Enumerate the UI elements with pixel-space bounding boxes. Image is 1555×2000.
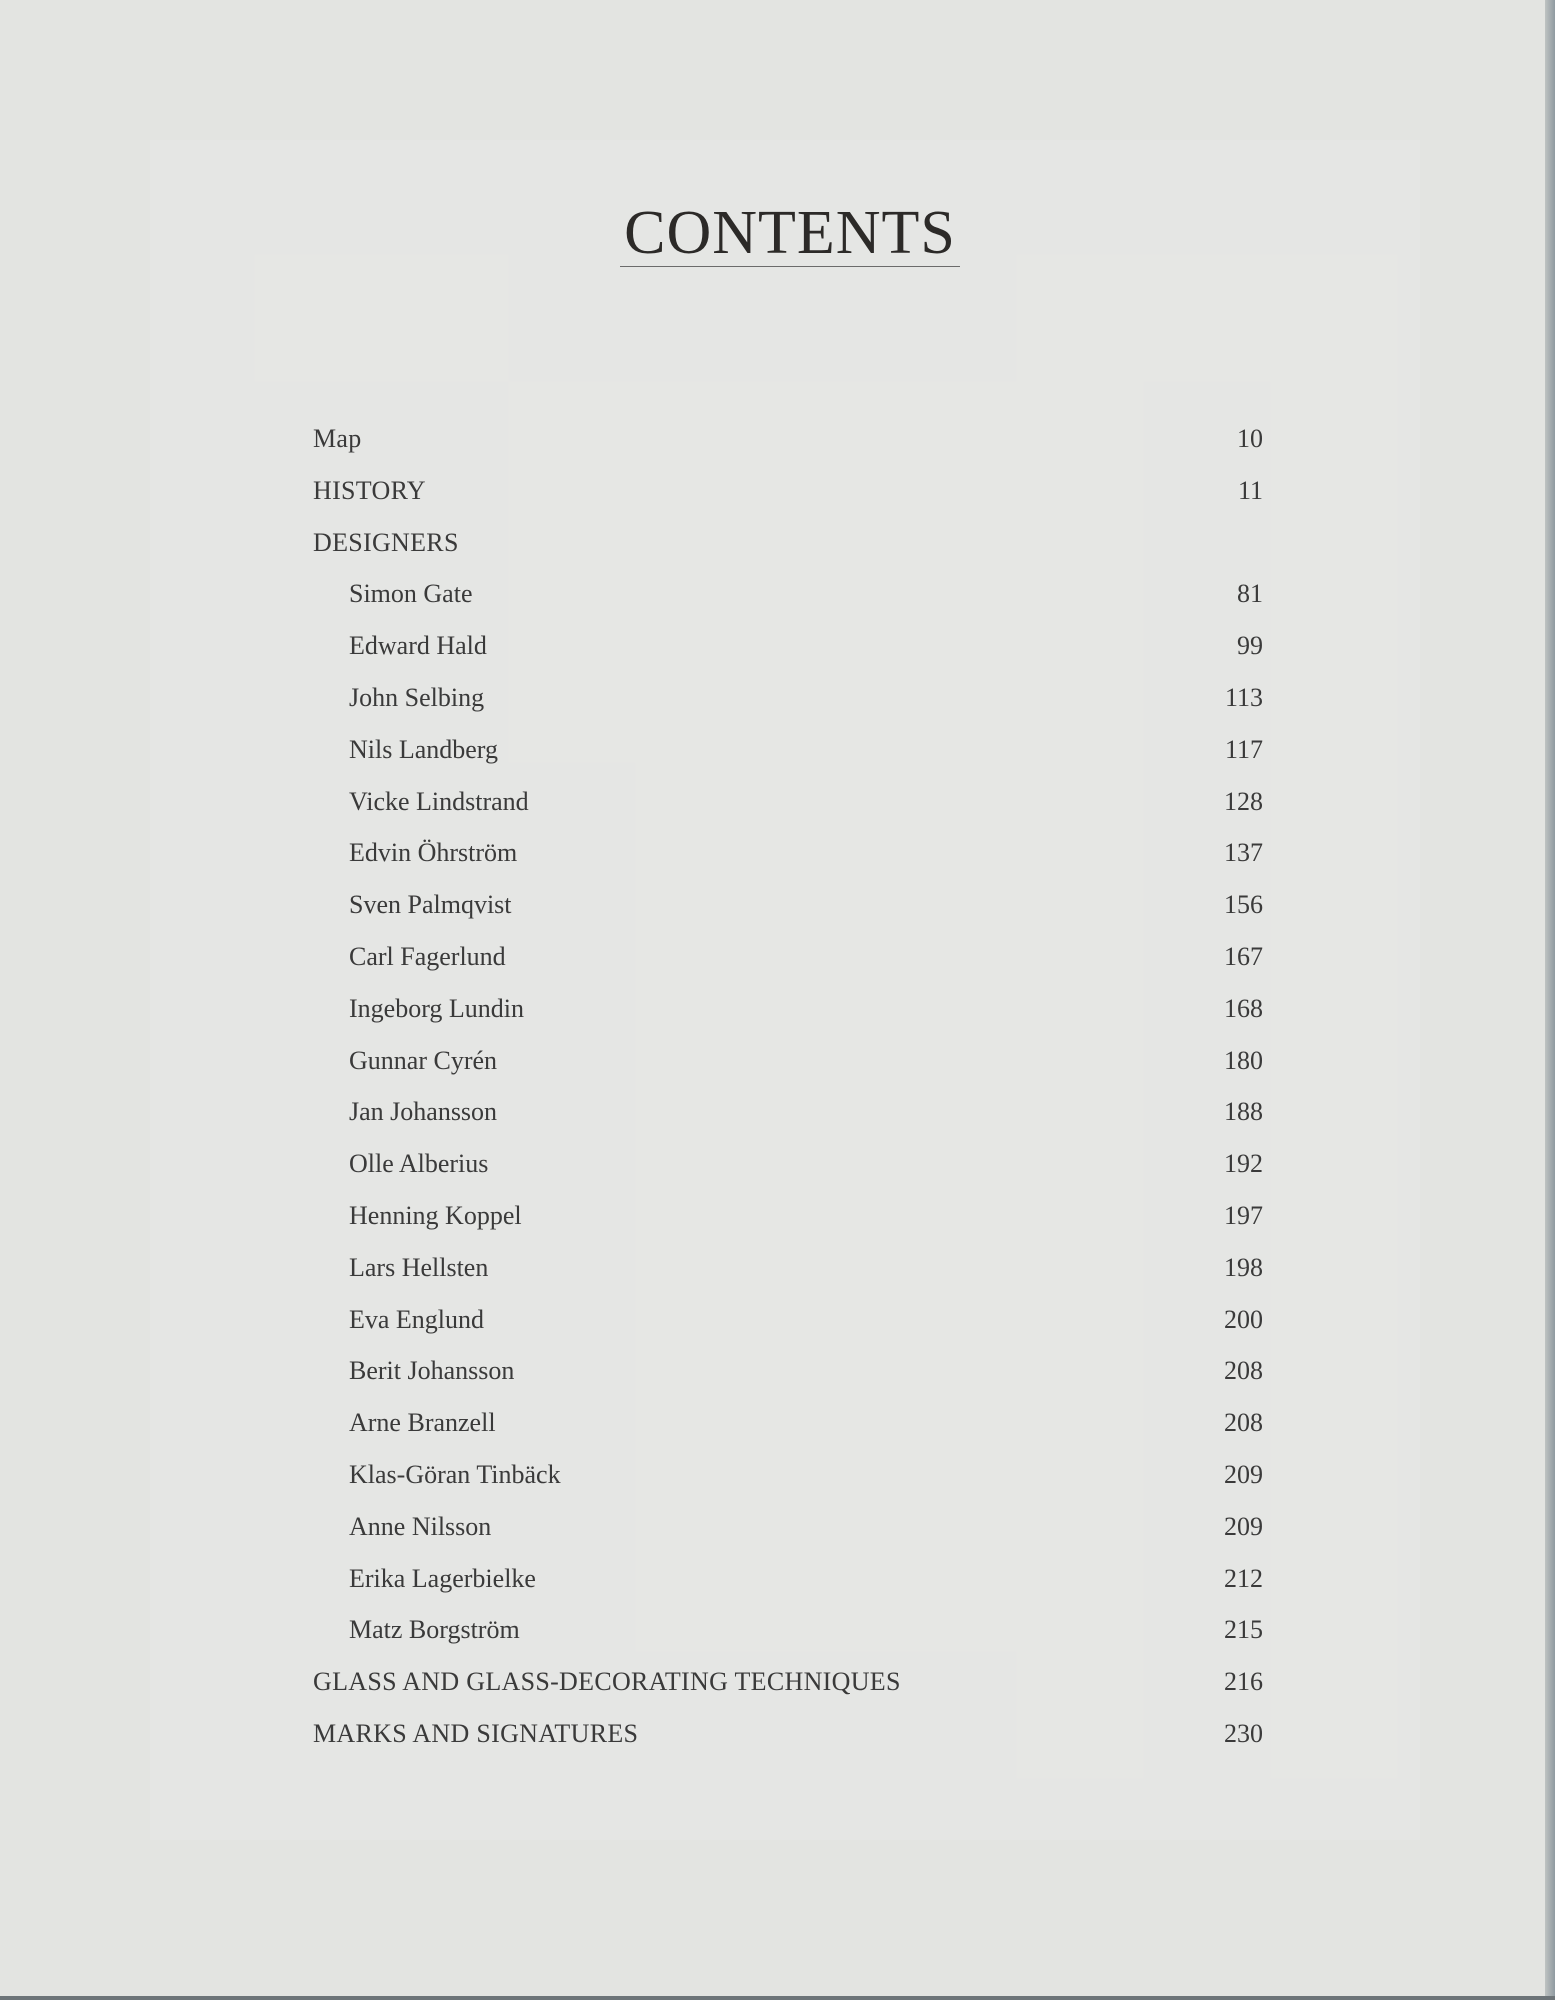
toc-entry-label: Olle Alberius (349, 1149, 489, 1179)
toc-entry-label: Berit Johansson (349, 1356, 515, 1386)
toc-subentry (313, 724, 1263, 776)
toc-entry-label: HISTORY (313, 475, 426, 505)
toc-subentry (313, 1345, 1263, 1397)
toc-entry (313, 517, 1263, 569)
toc-page-number: 10 (1237, 424, 1263, 453)
toc-entry-label: Erika Lagerbielke (349, 1563, 536, 1593)
toc-entry-label: Gunnar Cyrén (349, 1045, 498, 1075)
page-edge (1545, 0, 1555, 2000)
toc-subentry (313, 568, 1263, 620)
toc-page-number: 188 (1224, 1097, 1263, 1127)
toc-entry (313, 1708, 1263, 1760)
toc-page-number: 230 (1224, 1718, 1263, 1748)
toc-subentry (313, 1449, 1263, 1501)
toc-page-number: 156 (1224, 890, 1263, 920)
toc-subentry (313, 983, 1263, 1035)
toc-page-number: 11 (1237, 475, 1263, 505)
toc-subentry (313, 1294, 1263, 1346)
toc-page-number: 128 (1224, 786, 1263, 816)
toc-entry-label: MARKS AND SIGNATURES (313, 1718, 639, 1748)
toc-subentry (313, 931, 1263, 983)
toc-subentry (313, 1242, 1263, 1294)
toc-entry-label: Klas-Göran Tinbäck (349, 1459, 561, 1489)
toc-entry-label: Sven Palmqvist (349, 890, 512, 920)
toc-page-number: 198 (1224, 1252, 1263, 1282)
toc-subentry (313, 827, 1263, 879)
toc-page-number: 212 (1224, 1563, 1263, 1593)
toc-entry-label: Simon Gate (349, 579, 473, 609)
toc-entry-label: Henning Koppel (349, 1200, 522, 1230)
toc-page-number: 113 (1224, 682, 1263, 712)
toc-page-number: 209 (1224, 1459, 1263, 1489)
toc-entry-label: Carl Fagerlund (349, 941, 506, 971)
toc-subentry (313, 879, 1263, 931)
toc-page-number: 200 (1224, 1304, 1263, 1334)
toc-page-number: 168 (1224, 993, 1263, 1023)
toc-entry (313, 413, 1263, 465)
table-of-contents (313, 413, 1263, 1760)
toc-entry (313, 1656, 1263, 1708)
toc-entry-label: Edvin Öhrström (349, 838, 518, 868)
toc-page-number: 208 (1224, 1408, 1263, 1438)
toc-entry-label: Eva Englund (349, 1304, 485, 1334)
toc-subentry (313, 1397, 1263, 1449)
toc-subentry (313, 1553, 1263, 1605)
toc-entry-label: Anne Nilsson (349, 1511, 492, 1541)
toc-entry-label: Arne Branzell (349, 1408, 496, 1438)
toc-page-number: 167 (1224, 941, 1263, 971)
toc-subentry (313, 1035, 1263, 1087)
toc-subentry (313, 1086, 1263, 1138)
toc-entry-label: John Selbing (349, 682, 485, 712)
toc-page-number: 192 (1224, 1149, 1263, 1179)
toc-page-number: 208 (1224, 1356, 1263, 1386)
toc-entry-label: Lars Hellsten (349, 1252, 489, 1282)
toc-entry-label: Edward Hald (349, 631, 487, 661)
toc-subentry (313, 672, 1263, 724)
page-title-text: CONTENTS (620, 202, 960, 267)
toc-subentry (313, 1190, 1263, 1242)
toc-page-number: 137 (1224, 838, 1263, 868)
toc-page-number: 197 (1224, 1200, 1263, 1230)
toc-page-number: 216 (1224, 1667, 1263, 1697)
toc-subentry (313, 776, 1263, 828)
toc-entry-label: Vicke Lindstrand (349, 786, 529, 816)
toc-subentry (313, 620, 1263, 672)
toc-entry-label: Nils Landberg (349, 734, 498, 764)
toc-entry-label: Matz Borgström (349, 1615, 520, 1645)
toc-subentry (313, 1604, 1263, 1656)
toc-entry-label: GLASS AND GLASS-DECORATING TECHNIQUES (313, 1667, 901, 1697)
toc-subentry (313, 1138, 1263, 1190)
toc-subentry (313, 1501, 1263, 1553)
page-title (0, 198, 1555, 269)
toc-entry-label: DESIGNERS (313, 527, 459, 557)
toc-entry-label: Map (313, 424, 362, 453)
toc-page-number: 117 (1224, 734, 1263, 764)
toc-page-number: 99 (1237, 631, 1263, 661)
toc-page-number: 81 (1237, 579, 1263, 609)
toc-entry-label: Jan Johansson (349, 1097, 498, 1127)
toc-page-number: 180 (1224, 1045, 1263, 1075)
bottom-edge (0, 1996, 1555, 2000)
toc-entry-label: Ingeborg Lundin (349, 993, 524, 1023)
toc-entry (313, 465, 1263, 517)
toc-page-number: 215 (1224, 1615, 1263, 1645)
toc-page-number: 209 (1224, 1511, 1263, 1541)
